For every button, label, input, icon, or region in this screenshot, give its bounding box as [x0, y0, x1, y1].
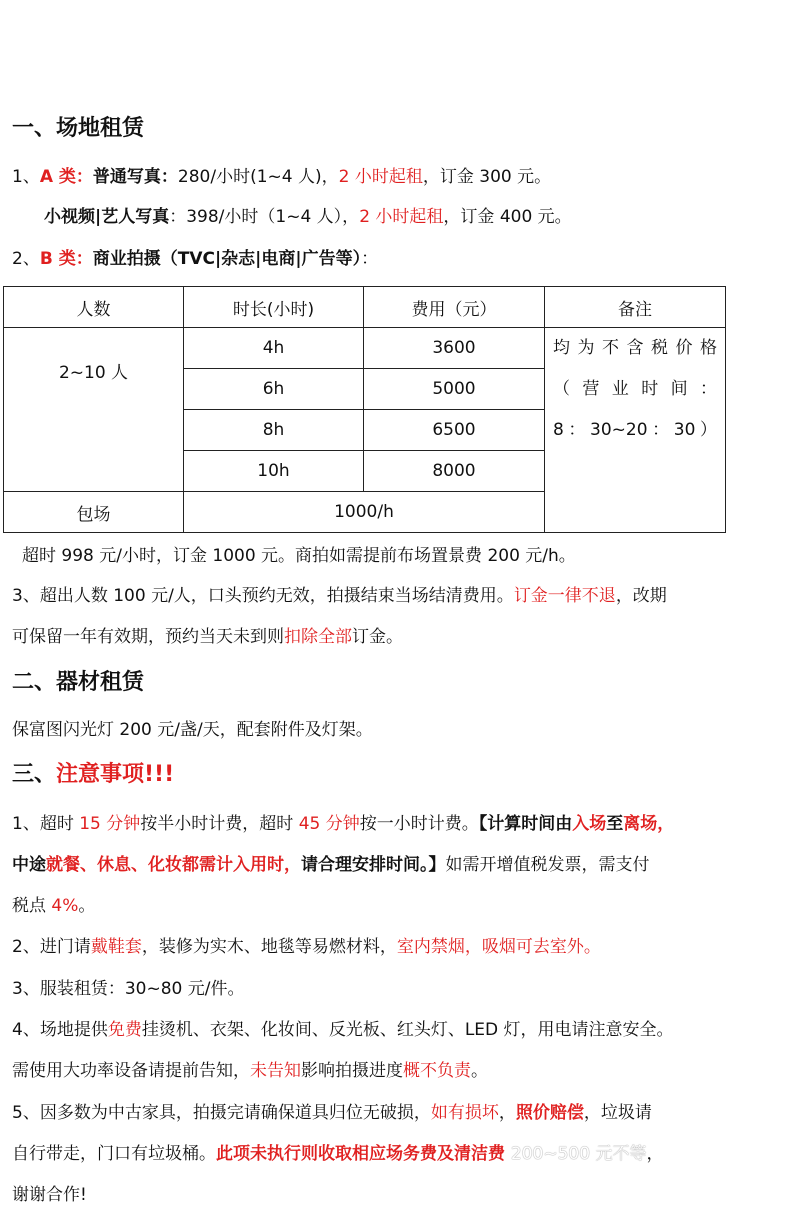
n1-rb3: 就餐、休息、化妆都需计入用时， [46, 855, 301, 875]
table-row [4, 328, 726, 369]
duration-cell: 4h [184, 328, 364, 369]
item3-part4: 订金。 [352, 627, 403, 647]
full-booking-label: 包场 [4, 492, 184, 533]
section3-heading-red: 注意事项!!! [56, 762, 175, 787]
item1-num: 1、 [12, 167, 40, 187]
n2-line [12, 935, 601, 959]
item1b-line [44, 205, 572, 229]
section3-heading-prefix: 三、 [12, 762, 57, 787]
item1-category: A 类： [39, 167, 93, 187]
table-header: 备注 [545, 287, 726, 328]
n4-line2 [12, 1059, 488, 1083]
item1b-price: ：398/小时（1~4 人）， [169, 207, 360, 227]
item2-colon: ： [361, 249, 379, 269]
n4-a: 4、场地提供 [12, 1020, 108, 1040]
table-header-row [4, 287, 726, 328]
full-booking-fee: 1000/h [184, 492, 545, 533]
item2-num: 2、 [12, 249, 40, 269]
n1-f: 。 [78, 896, 96, 916]
n1-d: 如需开增值税发票，需支付 [445, 855, 650, 875]
duration-cell: 8h [184, 410, 364, 451]
fee-cell: 5000 [364, 369, 545, 410]
fee-cell: 3600 [364, 328, 545, 369]
n4-b: 挂烫机、衣架、化妆间、反光板、红头灯、LED 灯，用电请注意安全。 [141, 1020, 674, 1040]
table-header: 时长(小时) [184, 287, 364, 328]
n1-line3 [12, 894, 95, 918]
note-line: 8：30~20：30） [553, 420, 717, 440]
n5-line2 [12, 1142, 663, 1166]
n1-e: 税点 [12, 896, 52, 916]
n4-r1: 免费 [107, 1020, 142, 1040]
n4-line [12, 1018, 674, 1042]
item3-line2 [12, 625, 403, 649]
fee-cell: 8000 [364, 451, 545, 492]
n5-rb2: 此项未执行则收取相应场务费及清洁费 [216, 1144, 511, 1164]
item1-min: 2 小时起租 [338, 167, 423, 187]
item3-part2: ，改期 [615, 586, 667, 606]
n4-c: 需使用大功率设备请提前告知， [12, 1061, 250, 1081]
n1-a: 1、超时 [12, 814, 80, 834]
note-line: 均为不含税价格 [553, 338, 717, 358]
item2-name: 商业拍摄（TVC|杂志|电商|广告等） [92, 249, 362, 269]
n1-rb2: 离场， [623, 814, 675, 834]
n5-e: ， [646, 1144, 664, 1164]
equipment-text: 保富图闪光灯 200 元/盏/天，配套附件及灯架。 [12, 720, 373, 740]
n2-r2: 室内禁烟，吸烟可去室外。 [396, 937, 601, 957]
item1b-deposit: ，订金 400 元。 [443, 207, 572, 227]
n1-r3: 4% [51, 896, 79, 916]
n5-r1: 如有损坏 [430, 1103, 499, 1123]
table-header: 费用（元） [364, 287, 545, 328]
n1-bold2: 至 [606, 814, 624, 834]
n1-r2: 45 分钟 [298, 814, 360, 834]
duration-cell: 10h [184, 451, 364, 492]
n4-d: 影响拍摄进度 [301, 1061, 403, 1081]
n5-line3: 谢谢合作! [12, 1185, 87, 1205]
n5-line [12, 1101, 652, 1125]
n1-c: 按一小时计费。 [359, 814, 479, 834]
n3-line: 3、服装租赁：30~80 元/件。 [12, 979, 245, 999]
section3-heading [12, 760, 174, 790]
item1-deposit: ，订金 300 元。 [422, 167, 552, 187]
n1-rb1: 入场 [572, 814, 607, 834]
item1b-min: 2 小时起租 [359, 207, 444, 227]
n1-bold4: 请合理安排时间。】 [301, 855, 446, 875]
item1-price: 280/小时(1~4 人)， [177, 167, 339, 187]
item2-category: B 类： [39, 249, 93, 269]
n2-a: 2、进门请 [12, 937, 91, 957]
n1-b: 按半小时计费，超时 [140, 814, 299, 834]
n5-d: 自行带走，门口有垃圾桶。 [12, 1144, 216, 1164]
n4-r2: 未告知 [250, 1061, 301, 1081]
n2-r1: 戴鞋套 [90, 937, 142, 957]
item1b-name: 小视频|艺人写真 [44, 207, 170, 227]
people-cell: 2~10 人 [4, 328, 184, 492]
item3-part1: 3、超出人数 100 元/人，口头预约无效，拍摄结束当场结清费用。 [12, 586, 514, 606]
item3-part3: 可保留一年有效期，预约当天未到则 [12, 627, 284, 647]
n1-r1: 15 分钟 [79, 814, 141, 834]
duration-cell: 6h [184, 369, 364, 410]
n2-b: ，装修为实木、地毯等易燃材料， [141, 937, 397, 957]
item1-name: 普通写真： [92, 167, 178, 187]
fee-table [3, 286, 726, 533]
overtime-note: 超时 998 元/小时，订金 1000 元。商拍如需提前布场置景费 200 元/h。 [22, 546, 576, 566]
n5-c: ，垃圾请 [583, 1103, 652, 1123]
item3-red2: 扣除全部 [284, 627, 352, 647]
fee-cell: 6500 [364, 410, 545, 451]
n5-rb1: 照价赔偿 [515, 1103, 584, 1123]
watermark-text: 200~500 元不等 [510, 1144, 647, 1164]
section1-heading: 一、场地租赁 [12, 116, 145, 141]
item3-red1: 订金一律不退 [513, 586, 616, 606]
item3-line [12, 584, 667, 608]
n5-b: ， [498, 1103, 516, 1123]
n1-line [12, 812, 674, 836]
n1-bold3: 中途 [12, 855, 46, 875]
table-header: 人数 [4, 287, 184, 328]
item1-line [12, 165, 551, 189]
item2-line [12, 247, 378, 271]
n1-line2 [12, 853, 650, 877]
note-cell [545, 328, 726, 533]
n4-e: 。 [471, 1061, 488, 1081]
note-line: （营业时间： [553, 379, 717, 399]
n4-r3: 概不负责 [403, 1061, 471, 1081]
section2-heading: 二、器材租赁 [12, 670, 145, 695]
n1-bold1: 【计算时间由 [478, 814, 573, 834]
n5-a: 5、因多数为中古家具，拍摄完请确保道具归位无破损， [12, 1103, 431, 1123]
